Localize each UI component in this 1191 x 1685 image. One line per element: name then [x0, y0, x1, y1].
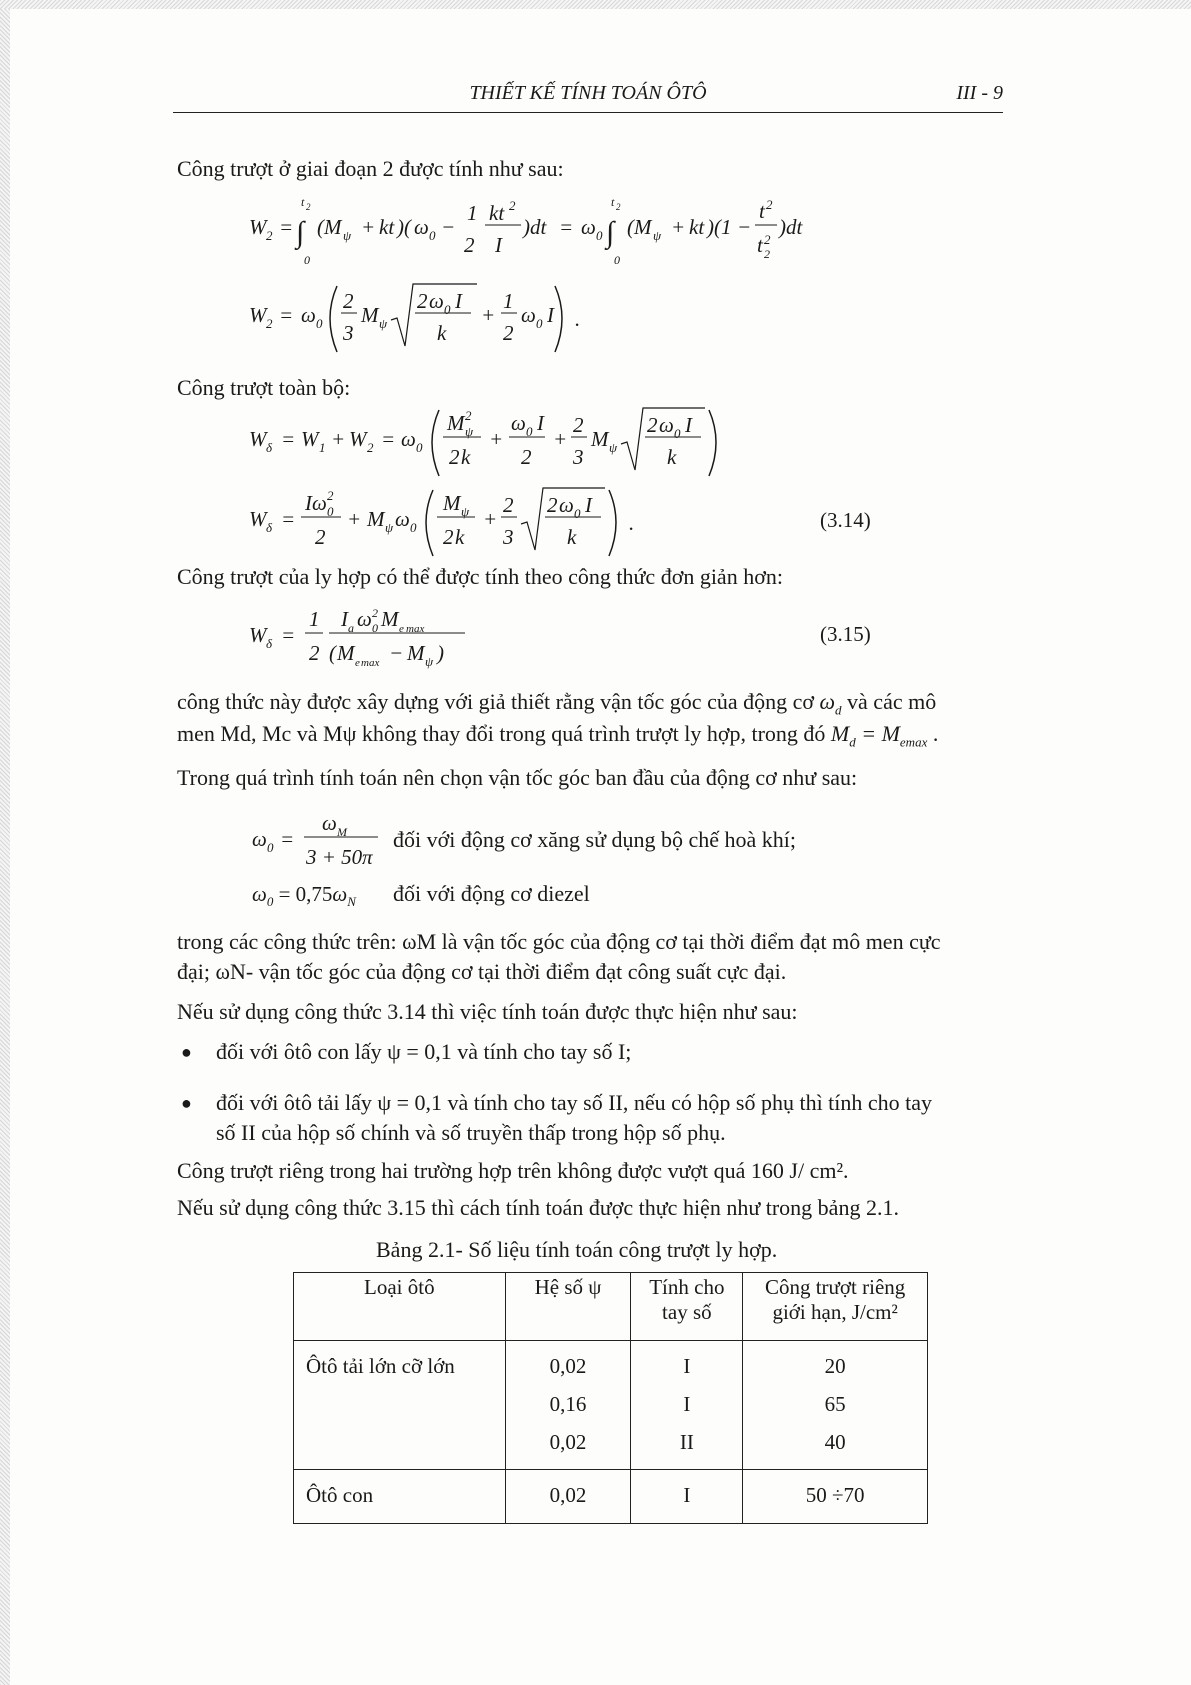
svg-text:ω: ω [414, 215, 429, 239]
svg-text:k: k [461, 445, 471, 469]
svg-text:W: W [249, 507, 267, 531]
paragraph: Công trượt ở giai đoạn 2 được tính như sau: [177, 156, 564, 181]
svg-text:t: t [757, 233, 763, 257]
svg-text:2: 2 [343, 289, 354, 313]
svg-text:+: + [481, 303, 496, 327]
svg-text:2: 2 [547, 493, 558, 517]
svg-text:0: 0 [372, 621, 378, 635]
list-item: đối với ôtô con lấy ψ = 0,1 và tính cho tay số I; [216, 1039, 632, 1064]
svg-text:e: e [399, 623, 404, 635]
svg-text:0: 0 [614, 253, 620, 267]
svg-text:max: max [406, 623, 425, 635]
svg-text:W: W [249, 303, 267, 327]
svg-text:2: 2 [417, 289, 428, 313]
svg-text:ω: ω [401, 427, 416, 451]
bullet-icon: ● [181, 1042, 192, 1062]
svg-text:−: − [737, 215, 752, 239]
svg-text:+: + [671, 215, 686, 239]
table-cell [743, 1470, 928, 1524]
equation-w2-integral [249, 192, 819, 278]
table-row [294, 1341, 928, 1470]
svg-text:ω: ω [322, 811, 337, 835]
svg-text:0: 0 [416, 440, 423, 455]
paragraph: đối với động cơ diezel [393, 881, 590, 906]
psi-value: 0,02 [549, 1483, 587, 1507]
svg-text:W: W [249, 427, 267, 451]
svg-text:max: max [361, 657, 380, 669]
paragraph-text: công thức này được xây dựng với giả thiết rằng vận tốc góc của động cơ [177, 689, 820, 714]
svg-text:2: 2 [573, 413, 584, 437]
svg-text:=: = [281, 427, 296, 451]
data-table [293, 1272, 928, 1524]
svg-text:a: a [348, 621, 354, 635]
svg-text:e: e [355, 657, 360, 669]
vehicle-type: Ôtô tải lớn cỡ lớn [306, 1354, 455, 1378]
paragraph: trong các công thức trên: ωM là vận tốc góc của động cơ tại thời điểm đạt mô men cực [177, 929, 941, 954]
svg-text:k: k [437, 321, 447, 345]
svg-text:2: 2 [521, 445, 532, 469]
svg-text:W: W [249, 623, 267, 647]
svg-text:): ) [437, 641, 444, 665]
svg-text:ψ: ψ [385, 520, 394, 535]
svg-text:(M: (M [317, 215, 342, 239]
svg-text:I: I [547, 303, 554, 327]
svg-text:2: 2 [315, 525, 326, 549]
svg-text:.: . [575, 307, 581, 331]
svg-text:0: 0 [267, 840, 274, 855]
svg-text:ω: ω [429, 289, 444, 313]
table-caption: Bảng 2.1- Số liệu tính toán công trượt ly hợp. [376, 1237, 778, 1262]
paragraph: Công trượt riêng trong hai trường hợp trên không được vượt quá 160 J/ cm². [177, 1158, 849, 1183]
table-cell [294, 1470, 506, 1524]
math-md-equals: $M_d = M_{emax}$ [830, 721, 928, 750]
svg-text:I: I [585, 493, 592, 517]
svg-text:2: 2 [616, 202, 621, 212]
list-item: đối với ôtô tải lấy ψ = 0,1 và tính cho tay số II, nếu có hộp số phụ thì tính cho tay [216, 1090, 933, 1115]
table-cell [631, 1470, 743, 1524]
svg-text:0: 0 [316, 316, 323, 331]
svg-text:ω: ω [357, 607, 372, 631]
table-header: Tính cho tay số [631, 1273, 743, 1341]
svg-text:t: t [301, 195, 305, 209]
vehicle-type: Ôtô con [306, 1483, 374, 1507]
svg-text:δ: δ [266, 440, 273, 455]
gear-value: I [683, 1483, 691, 1507]
svg-text:0: 0 [536, 316, 543, 331]
svg-text:.: . [629, 511, 635, 535]
svg-text:=: = [280, 827, 295, 851]
paragraph-text: và các mô [841, 689, 937, 714]
svg-text:ψ: ψ [343, 228, 352, 243]
svg-text:2: 2 [647, 413, 658, 437]
svg-text:(M: (M [627, 215, 652, 239]
equation-3-14 [249, 484, 649, 570]
svg-text:M: M [337, 641, 355, 665]
psi-value: 0,02 [549, 1354, 587, 1378]
gear-value: I [683, 1354, 691, 1378]
svg-text:M: M [381, 607, 399, 631]
svg-text:)dt: )dt [779, 215, 803, 239]
svg-text:+: + [347, 507, 362, 531]
svg-text:W: W [249, 215, 267, 239]
equation-w2-result-graphic [249, 280, 589, 360]
paragraph: Công trượt toàn bộ: [177, 375, 351, 400]
svg-text:=: = [279, 215, 294, 239]
svg-text:k: k [455, 525, 465, 549]
svg-text:ψ: ψ [653, 228, 662, 243]
svg-text:2: 2 [503, 493, 514, 517]
svg-text:π: π [362, 845, 373, 869]
svg-text:)dt: )dt [523, 215, 547, 239]
svg-text:kt: kt [689, 215, 705, 239]
svg-text:+: + [331, 427, 346, 451]
equation-omega0-gasoline [252, 806, 382, 882]
paragraph: Công trượt của ly hợp có thể được tính theo công thức đơn giản hơn: [177, 564, 783, 589]
svg-text:ψ: ψ [425, 654, 434, 669]
equation-number: (3.14) [820, 508, 871, 532]
svg-text:2: 2 [266, 228, 273, 243]
equation-wdelta-total [249, 404, 729, 490]
svg-text:−: − [441, 215, 456, 239]
paragraph: men Md, Mc và Mψ không thay đổi trong quá trình trượt ly hợp, trong đó $M_d = M_{emax}$ . [177, 721, 939, 750]
svg-text:2: 2 [327, 488, 334, 503]
svg-text:2: 2 [309, 641, 320, 665]
svg-text:(: ( [329, 641, 336, 665]
svg-text:3: 3 [343, 321, 354, 345]
paragraph: đối với động cơ xăng sử dụng bộ chế hoà khí; [393, 827, 797, 852]
paragraph: Nếu sử dụng công thức 3.15 thì cách tính toán được thực hiện như trong bảng 2.1. [177, 1195, 899, 1220]
paragraph: Trong quá trình tính toán nên chọn vận tốc góc ban đầu của động cơ như sau: [177, 765, 858, 790]
table-header: Hệ số ψ [505, 1273, 631, 1341]
scan-edge [0, 0, 10, 1685]
equation-omega0-gasoline-graphic [252, 806, 382, 876]
svg-text:ω: ω [521, 303, 536, 327]
table-header: Công trượt riêng giới hạn, J/cm² [743, 1273, 928, 1341]
equation-3-15-graphic [249, 600, 509, 676]
list-item: số II của hộp số chính và số truyền thấp trong hộp số phụ. [216, 1120, 726, 1145]
paragraph-text: men Md, Mc và Mψ không thay đổi trong quá trình trượt ly hợp, trong đó [177, 721, 831, 746]
svg-text:+: + [489, 427, 504, 451]
psi-value: 0,16 [549, 1392, 587, 1416]
svg-text:M: M [407, 641, 425, 665]
gear-value: I [683, 1392, 691, 1416]
svg-text:W: W [301, 427, 319, 451]
paragraph: Nếu sử dụng công thức 3.14 thì việc tính toán được thực hiện như sau: [177, 999, 798, 1024]
svg-text:∫: ∫ [606, 216, 615, 249]
limit-value: 50 ÷70 [805, 1483, 865, 1507]
svg-text:0: 0 [410, 520, 417, 535]
psi-value: 0,02 [549, 1430, 587, 1454]
math-omega-d: $\omega_d$ [819, 689, 842, 718]
limit-value: 40 [824, 1430, 846, 1454]
svg-text:2: 2 [503, 321, 514, 345]
svg-text:I: I [341, 607, 348, 631]
svg-text:)(: )( [397, 215, 411, 239]
bullet-icon: ● [181, 1093, 192, 1113]
svg-text:Iω: Iω [305, 491, 327, 515]
svg-text:+: + [361, 215, 376, 239]
equation-wdelta-total-graphic [249, 404, 729, 484]
svg-text:I: I [685, 413, 692, 437]
page-header [173, 82, 1003, 113]
svg-text:k: k [667, 445, 677, 469]
svg-text:3: 3 [503, 525, 514, 549]
table-row [294, 1470, 928, 1524]
svg-text:3: 3 [573, 445, 584, 469]
svg-text:δ: δ [266, 520, 273, 535]
limit-value: 65 [824, 1392, 846, 1416]
table-header-row [294, 1273, 928, 1341]
svg-text:1: 1 [503, 289, 514, 313]
equation-3-15 [249, 600, 509, 682]
svg-text:ω: ω [659, 413, 674, 437]
svg-text:M: M [443, 491, 461, 515]
svg-text:2: 2 [764, 232, 771, 247]
svg-text:=: = [381, 427, 396, 451]
svg-text:0: 0 [444, 302, 451, 317]
paragraph [177, 688, 936, 724]
header-title: THIẾT KẾ TÍNH TOÁN ÔTÔ [469, 82, 707, 104]
svg-text:M: M [591, 427, 609, 451]
svg-text:M: M [447, 411, 465, 435]
table-cell [743, 1341, 928, 1470]
svg-text:ω: ω [301, 303, 316, 327]
svg-text:2: 2 [464, 233, 475, 257]
svg-text:t: t [759, 199, 765, 223]
table-cell [505, 1470, 631, 1524]
svg-text:2: 2 [266, 316, 273, 331]
svg-text:2: 2 [764, 247, 770, 261]
table-cell [294, 1341, 506, 1470]
equation-w2-integral-graphic [249, 192, 819, 272]
scan-edge-top [0, 0, 1191, 9]
svg-text:2: 2 [372, 606, 378, 620]
limit-value: 20 [824, 1354, 846, 1378]
page-number: III - 9 [956, 82, 1003, 104]
svg-text:I: I [537, 411, 544, 435]
svg-text:0: 0 [574, 506, 581, 521]
svg-text:1: 1 [467, 201, 478, 225]
svg-text:1: 1 [309, 607, 320, 631]
svg-text:ω: ω [395, 507, 410, 531]
equation-number: (3.15) [820, 622, 871, 646]
table-cell [631, 1341, 743, 1470]
svg-text:ω: ω [252, 827, 267, 851]
svg-text:0: 0 [304, 253, 310, 267]
table-cell [505, 1341, 631, 1470]
svg-text:=: = [281, 623, 296, 647]
svg-text:ω: ω [559, 493, 574, 517]
svg-text:kt: kt [379, 215, 395, 239]
svg-text:W: W [349, 427, 367, 451]
svg-text:k: k [567, 525, 577, 549]
svg-text:2: 2 [443, 525, 454, 549]
svg-text:t: t [611, 195, 615, 209]
svg-text:+: + [483, 507, 498, 531]
svg-text:I: I [455, 289, 462, 313]
svg-text:2: 2 [766, 197, 773, 212]
svg-text:ω: ω [581, 215, 596, 239]
equation-omega0-diesel: $\omega_0 = 0,75\omega_N$ [252, 882, 356, 910]
equation-3-14-graphic [249, 484, 649, 564]
svg-text:1: 1 [319, 440, 326, 455]
svg-text:=: = [559, 215, 574, 239]
svg-text:3 + 50: 3 + 50 [306, 845, 363, 869]
svg-text:0: 0 [674, 426, 681, 441]
svg-text:0: 0 [429, 228, 436, 243]
svg-text:ψ: ψ [609, 440, 618, 455]
svg-text:∫: ∫ [296, 216, 305, 249]
svg-text:=: = [281, 507, 296, 531]
svg-text:0: 0 [327, 504, 334, 519]
svg-text:2: 2 [465, 408, 472, 423]
equation-w2-result [249, 280, 589, 366]
svg-text:M: M [367, 507, 385, 531]
svg-text:=: = [279, 303, 294, 327]
svg-text:kt: kt [489, 201, 505, 225]
svg-text:+: + [553, 427, 568, 451]
svg-text:0: 0 [526, 424, 533, 439]
svg-text:−: − [389, 641, 404, 665]
svg-text:2: 2 [367, 440, 374, 455]
svg-text:M: M [337, 825, 347, 839]
svg-text:ψ: ψ [465, 424, 474, 439]
svg-text:δ: δ [266, 636, 273, 651]
table-header: Loại ôtô [294, 1273, 506, 1341]
svg-text:ψ: ψ [461, 504, 470, 519]
svg-text:2: 2 [449, 445, 460, 469]
svg-text:2: 2 [509, 198, 516, 213]
gear-value: II [679, 1430, 694, 1454]
svg-text:ω: ω [511, 411, 526, 435]
paragraph: đại; ωN- vận tốc góc của động cơ tại thời điểm đạt công suất cực đại. [177, 959, 787, 984]
svg-text:M: M [361, 303, 379, 327]
svg-text:0: 0 [596, 228, 603, 243]
svg-text:I: I [495, 233, 502, 257]
svg-text:ψ: ψ [379, 316, 388, 331]
svg-text:)(1: )(1 [707, 215, 732, 239]
svg-text:2: 2 [306, 202, 311, 212]
